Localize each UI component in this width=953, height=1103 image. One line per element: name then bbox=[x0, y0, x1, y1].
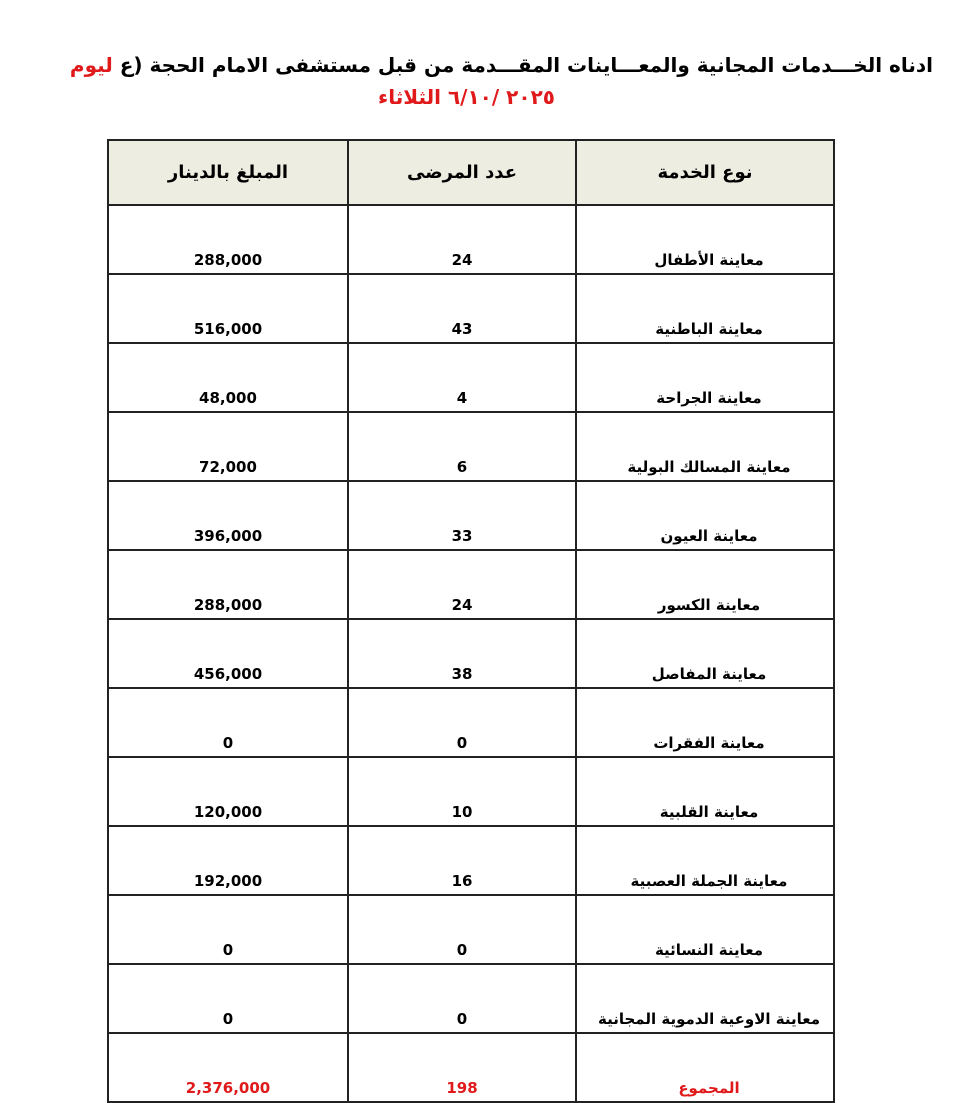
title-day-label: ليوم bbox=[69, 53, 120, 77]
service-name-cell bbox=[576, 688, 834, 757]
table-body bbox=[108, 205, 834, 1033]
table-row bbox=[108, 826, 834, 895]
table-row bbox=[108, 412, 834, 481]
service-name-cell bbox=[576, 205, 834, 274]
service-name: معاينة المفاصل bbox=[651, 665, 767, 683]
amount-dinar: 72,000 bbox=[108, 412, 348, 481]
service-name: معاينة النسائية bbox=[654, 941, 764, 959]
table-row bbox=[108, 550, 834, 619]
patient-count: 0 bbox=[348, 964, 576, 1033]
total-label bbox=[576, 1033, 834, 1102]
table-header-row bbox=[108, 140, 834, 205]
service-name-cell bbox=[576, 895, 834, 964]
amount-dinar: 0 bbox=[108, 964, 348, 1033]
service-name: معاينة العيون bbox=[660, 527, 758, 545]
table-row bbox=[108, 205, 834, 274]
service-name: معاينة الجملة العصبية bbox=[630, 872, 788, 890]
total-amount: 2,376,000 bbox=[108, 1033, 348, 1102]
patient-count: 6 bbox=[348, 412, 576, 481]
title-line-1 bbox=[40, 50, 933, 80]
service-name-cell bbox=[576, 343, 834, 412]
table-row bbox=[108, 895, 834, 964]
service-name: معاينة الجراحة bbox=[656, 389, 762, 407]
service-name: معاينة المسالك البولية bbox=[627, 458, 791, 476]
service-name: معاينة الفقرات bbox=[653, 734, 765, 752]
service-name: معاينة القلبية bbox=[659, 803, 759, 821]
amount-dinar: 288,000 bbox=[108, 205, 348, 274]
header-amount: المبلغ بالدينار bbox=[108, 140, 348, 205]
amount-dinar: 396,000 bbox=[108, 481, 348, 550]
patient-count: 0 bbox=[348, 688, 576, 757]
service-name-cell bbox=[576, 550, 834, 619]
title-date: ٢٠٢٥ /٦/١٠ الثلاثاء bbox=[378, 85, 555, 109]
service-name-cell bbox=[576, 412, 834, 481]
service-name-cell bbox=[576, 619, 834, 688]
total-patients: 198 bbox=[348, 1033, 576, 1102]
amount-dinar: 192,000 bbox=[108, 826, 348, 895]
patient-count: 0 bbox=[348, 895, 576, 964]
table-row bbox=[108, 274, 834, 343]
table-row bbox=[108, 481, 834, 550]
amount-dinar: 288,000 bbox=[108, 550, 348, 619]
patient-count: 24 bbox=[348, 550, 576, 619]
service-name: معاينة الكسور bbox=[657, 596, 761, 614]
table-row bbox=[108, 688, 834, 757]
amount-dinar: 0 bbox=[108, 895, 348, 964]
patient-count: 33 bbox=[348, 481, 576, 550]
amount-dinar: 456,000 bbox=[108, 619, 348, 688]
page-title bbox=[40, 50, 933, 112]
patient-count: 16 bbox=[348, 826, 576, 895]
patient-count: 43 bbox=[348, 274, 576, 343]
table-row bbox=[108, 757, 834, 826]
patient-count: 10 bbox=[348, 757, 576, 826]
service-name: معاينة الأطفال bbox=[654, 251, 764, 269]
patient-count: 24 bbox=[348, 205, 576, 274]
title-main-text: ادناه الخـــدمات المجانية والمعـــاينات المقـــدمة من قبل مستشفى الامام الحجة (ع bbox=[119, 53, 933, 77]
service-name-cell bbox=[576, 826, 834, 895]
header-service-type: نوع الخدمة bbox=[576, 140, 834, 205]
total-label-text: المجموع bbox=[678, 1079, 740, 1097]
service-name-cell bbox=[576, 964, 834, 1033]
patient-count: 38 bbox=[348, 619, 576, 688]
service-name-cell bbox=[576, 757, 834, 826]
table-row bbox=[108, 964, 834, 1033]
header-patient-count: عدد المرضى bbox=[348, 140, 576, 205]
service-name-cell bbox=[576, 274, 834, 343]
services-table bbox=[107, 139, 835, 1103]
amount-dinar: 120,000 bbox=[108, 757, 348, 826]
table-total-row bbox=[108, 1033, 834, 1102]
amount-dinar: 0 bbox=[108, 688, 348, 757]
service-name: معاينة الاوعية الدموية المجانية bbox=[598, 1010, 820, 1028]
service-name: معاينة الباطنية bbox=[655, 320, 763, 338]
patient-count: 4 bbox=[348, 343, 576, 412]
table-row bbox=[108, 343, 834, 412]
amount-dinar: 48,000 bbox=[108, 343, 348, 412]
table-row bbox=[108, 619, 834, 688]
service-name-cell bbox=[576, 481, 834, 550]
amount-dinar: 516,000 bbox=[108, 274, 348, 343]
